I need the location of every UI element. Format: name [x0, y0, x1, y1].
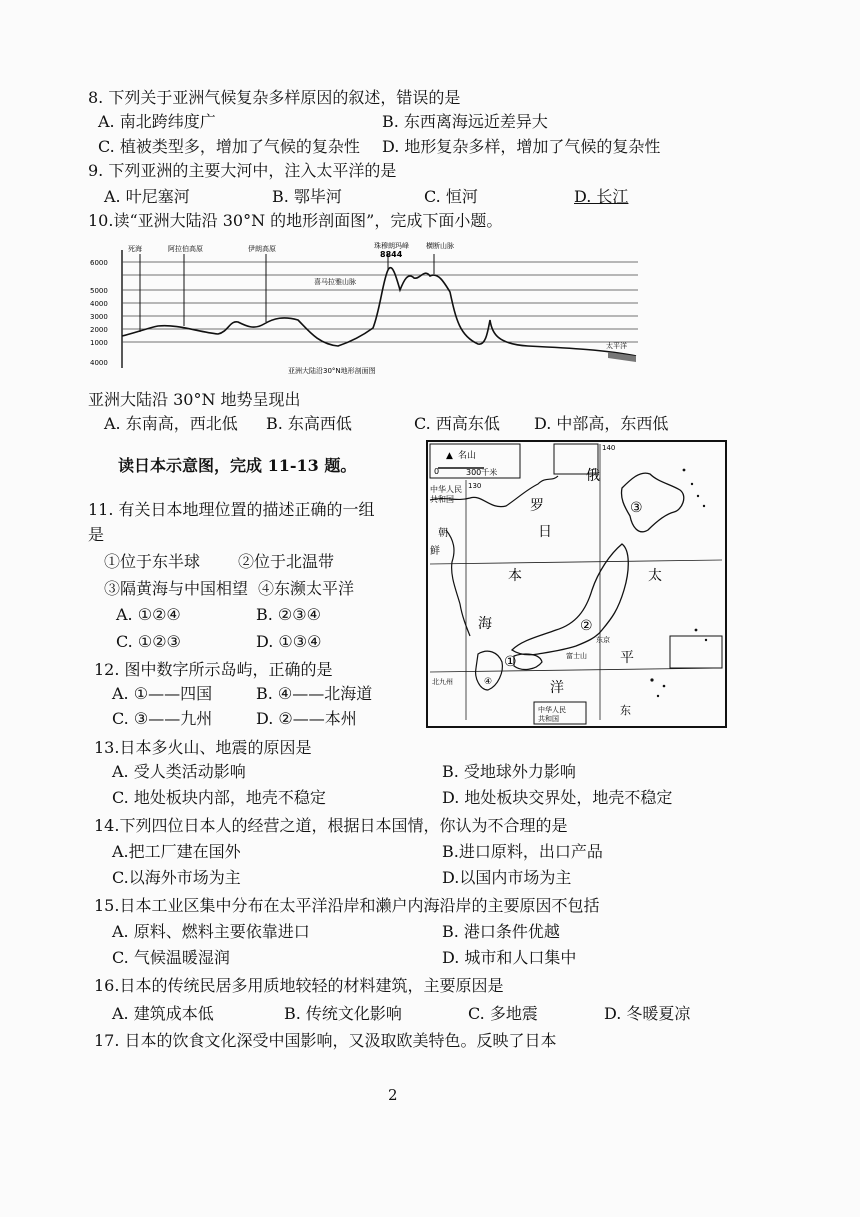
legend-symbol: ▲	[446, 451, 453, 461]
q10-option-b[interactable]: B. 东高西低	[266, 414, 352, 433]
profile-label: 伊朗高原	[248, 245, 276, 253]
label-sea-1: 日	[538, 524, 552, 540]
y-label: 2000	[90, 326, 108, 334]
island-number-3: ③	[630, 500, 643, 516]
profile-caption: 亚洲大陆沿30°N地形剖面图	[288, 367, 376, 375]
q12-stem: 12. 图中数字所示岛屿，正确的是	[94, 660, 333, 679]
q10-stem: 10.读“亚洲大陆沿 30°N 的地形剖面图”，完成下面小题。	[88, 211, 503, 230]
island-number-4: ④	[484, 677, 493, 687]
profile-label: 横断山脉	[426, 242, 454, 250]
q11-statement-3: ③隔黄海与中国相望	[104, 579, 249, 598]
profile-label: 死海	[128, 245, 142, 253]
q9-option-c[interactable]: C. 恒河	[424, 187, 478, 206]
q14-option-a[interactable]: A.把工厂建在国外	[112, 842, 241, 861]
label-china-2: 共和国	[430, 495, 454, 504]
lon-140: 140	[602, 444, 616, 452]
q15-option-a[interactable]: A. 原料、燃料主要依靠进口	[112, 922, 310, 941]
q11-statement-4: ④东濒太平洋	[258, 579, 355, 598]
island-number-1: ①	[504, 654, 517, 670]
label-russia-2: 罗	[530, 498, 544, 514]
q14-option-d[interactable]: D.以国内市场为主	[442, 868, 572, 887]
label-ocean-2: 平	[620, 650, 634, 666]
q16-option-a[interactable]: A. 建筑成本低	[112, 1004, 214, 1023]
q11-option-d[interactable]: D. ①③④	[256, 632, 322, 651]
label-east-sea: 东	[620, 704, 631, 717]
q12-option-d[interactable]: D. ②——本州	[256, 709, 357, 728]
q9-stem: 9. 下列亚洲的主要大河中，注入太平洋的是	[88, 161, 397, 180]
q10-option-c[interactable]: C. 西高东低	[414, 414, 500, 433]
q12-option-b[interactable]: B. ④——北海道	[256, 684, 373, 703]
profile-label: 阿拉伯高原	[168, 245, 203, 253]
q8-stem: 8. 下列关于亚洲气候复杂多样原因的叙述，错误的是	[88, 88, 461, 107]
q9-option-a[interactable]: A. 叶尼塞河	[104, 187, 190, 206]
q14-option-c[interactable]: C.以海外市场为主	[112, 868, 241, 887]
q15-stem: 15.日本工业区集中分布在太平洋沿岸和濑户内海沿岸的主要原因不包括	[94, 896, 600, 915]
q16-stem: 16.日本的传统民居多用质地较轻的材料建筑，主要原因是	[94, 976, 504, 995]
japan-map-figure	[426, 440, 727, 728]
q11-option-b[interactable]: B. ②③④	[256, 605, 321, 624]
label-sea-3: 海	[478, 616, 492, 632]
q8-option-a[interactable]: A. 南北跨纬度广	[98, 112, 216, 131]
q16-option-d[interactable]: D. 冬暖夏凉	[604, 1004, 691, 1023]
q8-option-d[interactable]: D. 地形复杂多样，增加了气候的复杂性	[382, 137, 661, 156]
label-korea-2: 鲜	[430, 546, 440, 557]
legend-label: 名山	[458, 451, 477, 461]
inset-label-2: 共和国	[538, 715, 559, 723]
q9-option-b[interactable]: B. 鄂毕河	[272, 187, 342, 206]
q11-option-a[interactable]: A. ①②④	[116, 605, 181, 624]
q14-option-b[interactable]: B.进口原料，出口产品	[442, 842, 603, 861]
city-tokyo: 东京	[596, 636, 610, 644]
y-label: 5000	[90, 287, 108, 295]
y-label: 4000	[90, 359, 108, 367]
y-label: 4000	[90, 300, 108, 308]
lon-130: 130	[468, 482, 482, 490]
inset-label-1: 中华人民	[538, 706, 566, 714]
terrain-profile-figure	[88, 240, 644, 378]
profile-label: 喜马拉雅山脉	[314, 278, 356, 286]
q13-option-a[interactable]: A. 受人类活动影响	[112, 762, 246, 781]
q10-option-a[interactable]: A. 东南高，西北低	[104, 414, 238, 433]
y-label: 6000	[90, 259, 108, 267]
q11-option-c[interactable]: C. ①②③	[116, 632, 181, 651]
q10-option-d[interactable]: D. 中部高，东西低	[534, 414, 669, 433]
q16-option-c[interactable]: C. 多地震	[468, 1004, 538, 1023]
section-intro: 读日本示意图，完成 11-13 题。	[118, 456, 357, 475]
q12-option-a[interactable]: A. ①——四国	[112, 684, 213, 703]
q16-option-b[interactable]: B. 传统文化影响	[284, 1004, 402, 1023]
label-sea-2: 本	[508, 568, 522, 584]
q14-stem: 14.下列四位日本人的经营之道，根据日本国情，你认为不合理的是	[94, 816, 568, 835]
q13-option-d[interactable]: D. 地处板块交界处，地壳不稳定	[442, 788, 673, 807]
label-ocean-1: 太	[648, 568, 662, 584]
scale-zero: 0	[434, 467, 440, 476]
label-russia-1: 俄	[586, 468, 600, 484]
label-ocean-3: 洋	[550, 680, 564, 696]
profile-east-label: 太平洋	[606, 342, 627, 350]
q11-statement-2: ②位于北温带	[238, 552, 335, 571]
label-china: 中华人民	[430, 485, 462, 494]
city-kitakyushu: 北九州	[432, 678, 453, 686]
island-number-2: ②	[580, 618, 593, 634]
city-fuji: 富士山	[566, 652, 587, 660]
q15-option-d[interactable]: D. 城市和人口集中	[442, 948, 577, 967]
q13-option-c[interactable]: C. 地处板块内部，地壳不稳定	[112, 788, 326, 807]
q13-option-b[interactable]: B. 受地球外力影响	[442, 762, 576, 781]
q13-stem: 13.日本多火山、地震的原因是	[94, 738, 312, 757]
label-korea: 朝	[438, 528, 448, 539]
y-label: 1000	[90, 339, 108, 347]
q12-option-c[interactable]: C. ③——九州	[112, 709, 213, 728]
y-label: 3000	[90, 313, 108, 321]
scale-label: 300千米	[466, 468, 498, 477]
page-number: 2	[388, 1086, 398, 1104]
q15-option-b[interactable]: B. 港口条件优越	[442, 922, 560, 941]
q11-stem: 11. 有关日本地理位置的描述正确的一组	[88, 500, 375, 519]
q8-option-b[interactable]: B. 东西离海远近差异大	[382, 112, 548, 131]
profile-label: 珠穆朗玛峰	[374, 242, 409, 250]
q10-question: 亚洲大陆沿 30°N 地势呈现出	[88, 390, 301, 409]
q15-option-c[interactable]: C. 气候温暖湿润	[112, 948, 230, 967]
q9-option-d[interactable]: D. 长江	[574, 187, 629, 206]
q11-statement-1: ①位于东半球	[104, 552, 201, 571]
q8-option-c[interactable]: C. 植被类型多，增加了气候的复杂性	[98, 137, 360, 156]
profile-label: 8844	[380, 250, 403, 259]
q11-stem-cont: 是	[88, 525, 105, 544]
q17-stem: 17. 日本的饮食文化深受中国影响，又汲取欧美特色。反映了日本	[94, 1031, 557, 1050]
